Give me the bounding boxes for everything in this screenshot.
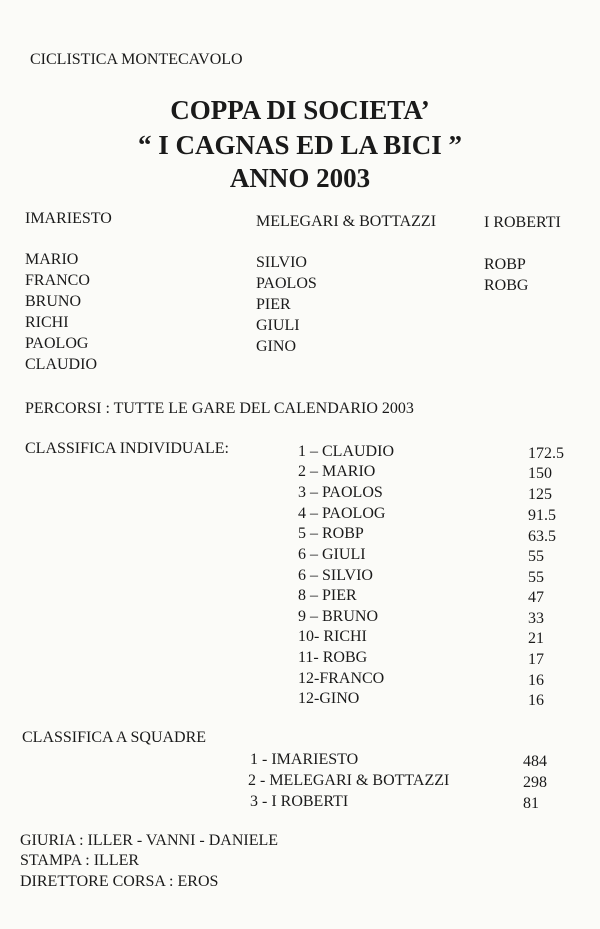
squadre-row-points: 484 — [523, 753, 547, 770]
individual-row-name: 6 – SILVIO — [298, 567, 373, 584]
team1-member: FRANCO — [25, 272, 90, 289]
team3-member: ROBP — [484, 256, 526, 273]
individual-row-name: 12-GINO — [298, 690, 360, 707]
footer-direttore: DIRETTORE CORSA : EROS — [20, 873, 219, 890]
individual-row-points: 172.5 — [528, 445, 564, 462]
footer-giuria: GIURIA : ILLER - VANNI - DANIELE — [20, 832, 279, 849]
team-header-2: MELEGARI & BOTTAZZI — [256, 213, 437, 230]
individual-row-points: 17 — [528, 651, 544, 668]
squadre-row-name: 1 - IMARIESTO — [250, 751, 359, 768]
team2-member: PAOLOS — [256, 275, 317, 292]
individual-row-points: 63.5 — [528, 528, 556, 545]
squadre-row-name: 2 - MELEGARI & BOTTAZZI — [248, 772, 450, 789]
individual-row-name: 9 – BRUNO — [298, 608, 379, 625]
individual-row-points: 33 — [528, 610, 544, 627]
individual-row-points: 125 — [528, 486, 552, 503]
individual-row-name: 3 – PAOLOS — [298, 484, 383, 501]
individual-row-name: 4 – PAOLOG — [298, 505, 386, 522]
individual-row-points: 91.5 — [528, 507, 556, 524]
team2-member: SILVIO — [256, 254, 307, 271]
team1-member: CLAUDIO — [25, 356, 97, 373]
title-line-3: ANNO 2003 — [229, 163, 371, 193]
individual-row-points: 47 — [528, 589, 544, 606]
percorsi-line: PERCORSI : TUTTE LE GARE DEL CALENDARIO 2003 — [25, 400, 414, 417]
team1-member: MARIO — [25, 251, 79, 268]
individual-row-points: 16 — [528, 672, 544, 689]
individual-row-points: 55 — [528, 548, 544, 565]
individual-row-points: 150 — [528, 465, 552, 482]
team2-member: PIER — [256, 296, 291, 313]
individual-row-name: 12-FRANCO — [298, 670, 385, 687]
team3-member: ROBG — [484, 277, 529, 294]
individual-row-points: 55 — [528, 569, 544, 586]
squadre-row-name: 3 - I ROBERTI — [250, 793, 349, 810]
individual-row-points: 16 — [528, 692, 544, 709]
title-line-2: “ I CAGNAS ED LA BICI ” — [137, 130, 463, 160]
individual-row-points: 21 — [528, 630, 544, 647]
individual-row-name: 5 – ROBP — [298, 525, 364, 542]
team-header-1: IMARIESTO — [25, 210, 112, 227]
team1-member: RICHI — [25, 314, 69, 331]
individual-row-name: 8 – PIER — [298, 587, 357, 604]
individual-row-name: 2 – MARIO — [298, 463, 376, 480]
individual-row-name: 11- ROBG — [298, 649, 368, 666]
squadre-row-points: 81 — [523, 795, 539, 812]
individual-label: CLASSIFICA INDIVIDUALE: — [25, 440, 229, 457]
individual-row-name: 6 – GIULI — [298, 546, 366, 563]
team2-member: GINO — [256, 338, 296, 355]
team1-member: BRUNO — [25, 293, 82, 310]
squadre-label: CLASSIFICA A SQUADRE — [22, 729, 207, 746]
individual-row-name: 1 – CLAUDIO — [298, 443, 394, 460]
team-header-3: I ROBERTI — [484, 214, 561, 231]
squadre-row-points: 298 — [523, 774, 547, 791]
title-line-1: COPPA DI SOCIETA’ — [170, 95, 430, 125]
team1-member: PAOLOG — [25, 335, 89, 352]
individual-row-name: 10- RICHI — [298, 628, 367, 645]
footer-stampa: STAMPA : ILLER — [20, 852, 140, 869]
team2-member: GIULI — [256, 317, 300, 334]
club-name: CICLISTICA MONTECAVOLO — [30, 51, 243, 68]
